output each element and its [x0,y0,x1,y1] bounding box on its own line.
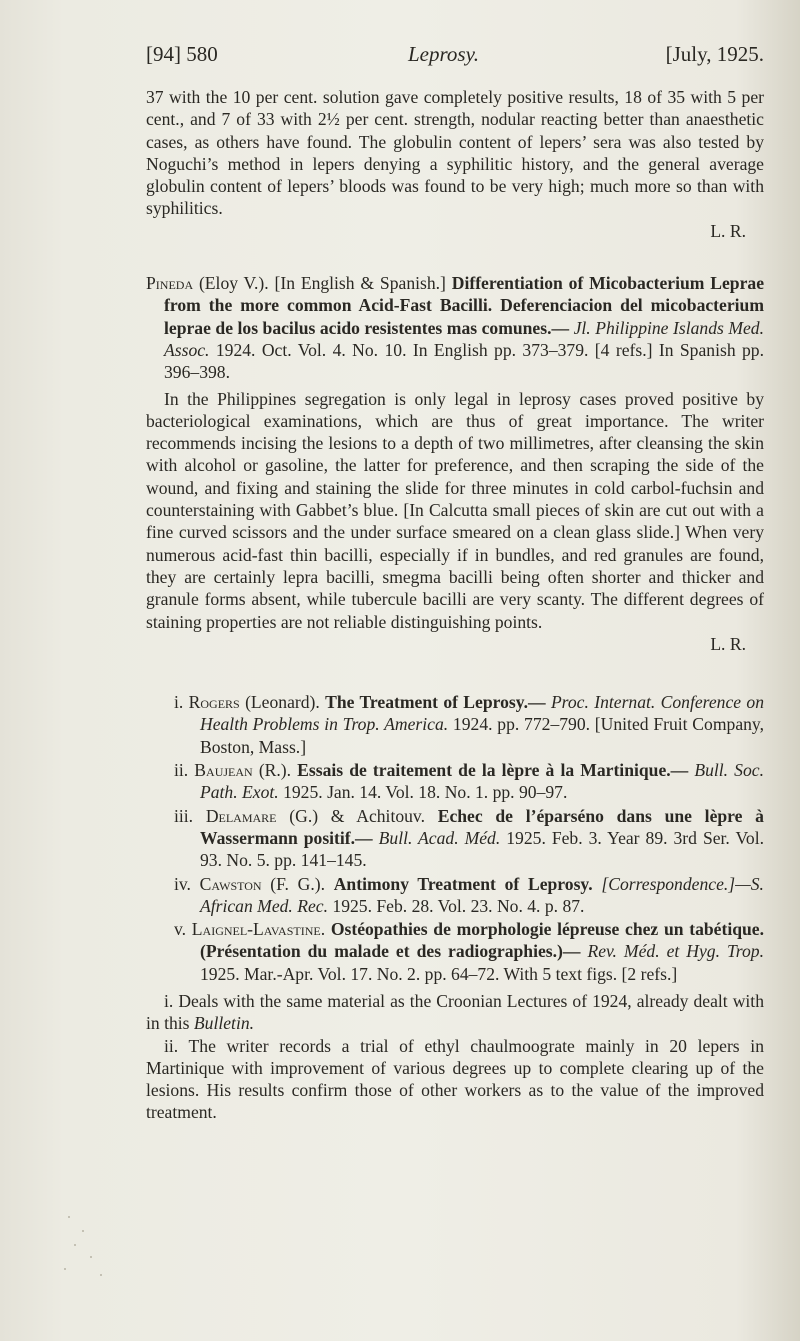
reference-author: Baujean [194,760,253,781]
running-title: Leprosy. [408,42,479,66]
running-header [146,42,764,68]
reference-details: 1925. Jan. 14. Vol. 18. No. 1. pp. 90–97. [283,782,568,803]
reference-journal: Rev. Méd. et Hyg. Trop. [587,941,764,962]
reference-list [146,691,764,985]
reference-author: Rogers [188,692,240,713]
entry-details: 1924. Oct. Vol. 4. No. 10. In English pp. 373–379. [4 refs.] In Spanish pp. 396–398. [164,339,764,383]
reference-item [174,691,764,758]
text-column [146,86,764,1124]
reference-journal: Proc. Internat. Conference on Health Problems in Trop. America. [200,692,765,735]
reference-title: Echec de l’éparséno dans une lèpre à Wassermann positif.— [200,805,764,848]
page-number: [94] 580 [146,42,218,66]
reference-author: Cawston [199,873,262,894]
reference-number: ii. [174,760,189,781]
entry-author: Pineda [146,273,194,294]
entry-title: Differentiation of Micobacterium Leprae from the more common Acid-Fast Bacilli. Deferenciacion del micobacterium leprae de los bacilus acido resistentes mas comunes.— [164,273,765,338]
bibliographic-entry [146,272,764,383]
reference-number: iv. [174,873,191,894]
reference-author-detail: (F. G.). [270,873,325,894]
reference-item [174,805,764,872]
reference-details: 1925. Mar.-Apr. Vol. 17. No. 2. pp. 64–72. With 5 text figs. [2 refs.] [200,963,678,984]
reference-title: Antimony Treatment of Leprosy. [333,873,593,894]
reviewer-initials: L. R. [710,633,746,654]
note-journal-ref: Bulletin. [193,1013,255,1034]
reference-journal: [Correspondence.]—S. African Med. Rec. [200,873,764,916]
reference-title: The Treatment of Leprosy.— [325,692,546,713]
reference-number: v. [174,919,187,940]
reference-details: 1925. Feb. 3. Year 89. 3rd Ser. Vol. 93. No. 5. pp. 141–145. [200,827,765,871]
note-text: i. Deals with the same material as the Croonian Lectures of 1924, already dealt with in this [146,990,764,1034]
reference-journal: Bull. Acad. Méd. [378,827,501,848]
reference-item [174,918,764,985]
reference-journal: Bull. Soc. Path. Exot. [200,760,764,803]
reference-author-detail: (G.) & Achitouv. [289,805,425,826]
reference-author-detail: (Leonard). [245,692,320,713]
issue-date: [July, 1925. [665,42,764,66]
abstract-continuation: 37 with the 10 per cent. solution gave completely positive results, 18 of 35 with 5 per cent., and 7 of 33 with 2½ per cent. strength, nodular reacting better than anaesthetic cases, as others have found. The globulin content of lepers’ sera was also tested by Noguchi’s method in lepers denying a syphilitic history, and the general average globulin content of lepers’ bloods was found to be very high; much more so than with syphilitics. [146,87,764,219]
reference-details: 1924. pp. 772–790. [United Fruit Company, Boston, Mass.] [200,714,764,757]
reference-author-detail: (R.). [258,760,292,781]
reference-author: Delamare [205,805,277,826]
note-item: ii. The writer records a trial of ethyl chaulmoograte mainly in 20 lepers in Martinique with improvement of various degrees up to complete clearing up of the lesions. His results confirm those of other workers as to the value of the improved treatment. [146,1035,764,1123]
reference-item [174,759,764,804]
entry-journal: Jl. Philippine Islands Med. Assoc. [164,317,764,360]
reference-title: Essais de traitement de la lèpre à la Martinique.— [297,760,689,781]
reference-title: Ostéopathies de morphologie lépreuse chez un tabétique. (Présentation du malade et des radiographies.)— [200,919,764,962]
reference-item [174,873,764,918]
reference-notes [146,990,764,1124]
reference-details: 1925. Feb. 28. Vol. 23. No. 4. p. 87. [332,895,585,916]
abstract-body: In the Philippines segregation is only legal in leprosy cases proved positive by bacteriological examinations, which are thus of great importance. The writer recommends incising the lesions to a depth of two millimetres, after cleansing the skin with alcohol or gasoline, the latter for preference, and then scraping the side of the wound, and fixing and staining the slide for three minutes in cold carbol-fuchsin and counterstaining with Gabbet’s blue. [In Calcutta small pieces of skin are cut out with a fine curved scissors and the under surface smeared on a clean glass slide.] When very numerous acid-fast thin bacilli, especially if in bundles, and red granules are found, they are certainly lepra bacilli, smegma bacilli being often shorter and thicker and granule forms absent, while tubercule bacilli are very scanty. The different degrees of staining properties are not reliable distinguishing points. [146,388,764,632]
entry-author-detail: (Eloy V.). [In English & Spanish.] [198,273,446,294]
reviewer-initials: L. R. [710,220,746,241]
reference-number: i. [174,692,184,713]
paper-specks [60,1210,120,1290]
reference-number: iii. [174,805,194,826]
reference-author: Laignel-Lavastine. [191,919,326,940]
note-item [146,990,764,1035]
